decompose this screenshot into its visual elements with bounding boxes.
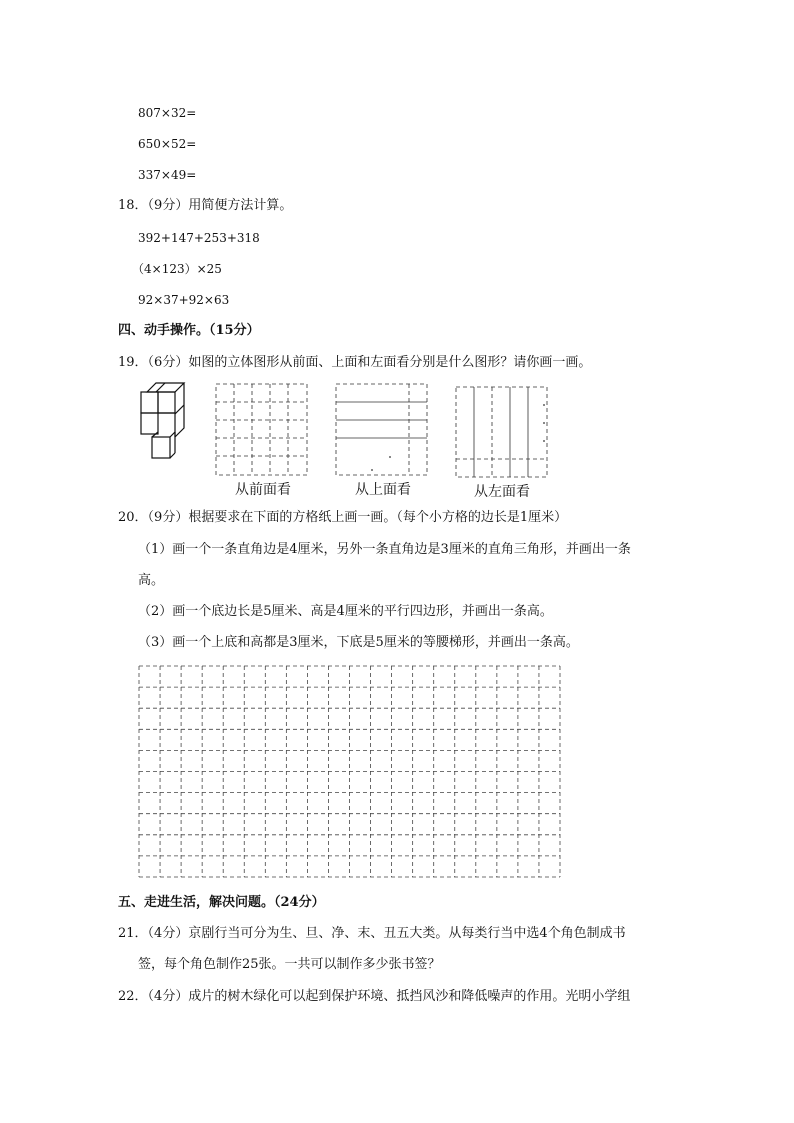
caption-top-view: 从上面看	[355, 482, 411, 498]
q18-item-2: （4×123）×25	[132, 262, 222, 276]
q20-item-3: （3）画一个上底和高都是3厘米，下底是5厘米的等腰梯形，并画出一条高。	[138, 635, 579, 650]
q20-item-1: （1）画一个一条直角边是4厘米，另外一条直角边是3厘米的直角三角形，并画出一条	[138, 542, 631, 557]
question-22-line-1: 22．（4分）成片的树木绿化可以起到保护环境、抵挡风沙和降低噪声的作用。光明小学组	[118, 989, 631, 1004]
q20-item-1-cont: 高。	[138, 573, 165, 588]
question-19-title: 19．（6分）如图的立体图形从前面、上面和左面看分别是什么图形？请你画一画。	[118, 355, 592, 370]
q20-item-2: （2）画一个底边长是5厘米、高是4厘米的平行四边形，并画出一条高。	[138, 604, 553, 619]
question-18-title: 18．（9分）用简便方法计算。	[118, 198, 293, 213]
caption-front-view: 从前面看	[235, 482, 291, 498]
q18-item-1: 392+147+253+318	[138, 231, 260, 245]
question-21-line-1: 21．（4分）京剧行当可分为生、旦、净、末、丑五大类。从每类行当中选4个角色制成书	[118, 926, 626, 941]
q18-item-3: 92×37+92×63	[138, 293, 230, 307]
question-21-line-2: 签，每个角色制作25张。一共可以制作多少张书签？	[138, 957, 441, 972]
section-4-heading: 四、动手操作。（15分）	[118, 323, 260, 338]
calc-item-3: 337×49=	[138, 168, 197, 182]
calc-item-2: 650×52=	[138, 137, 197, 151]
question-20-title: 20．（9分）根据要求在下面的方格纸上画一画。（每个小方格的边长是1厘米）	[118, 510, 568, 525]
section-5-heading: 五、走进生活，解决问题。（24分）	[118, 895, 325, 910]
calc-item-1: 807×32=	[138, 106, 197, 120]
caption-left-view: 从左面看	[474, 484, 530, 500]
